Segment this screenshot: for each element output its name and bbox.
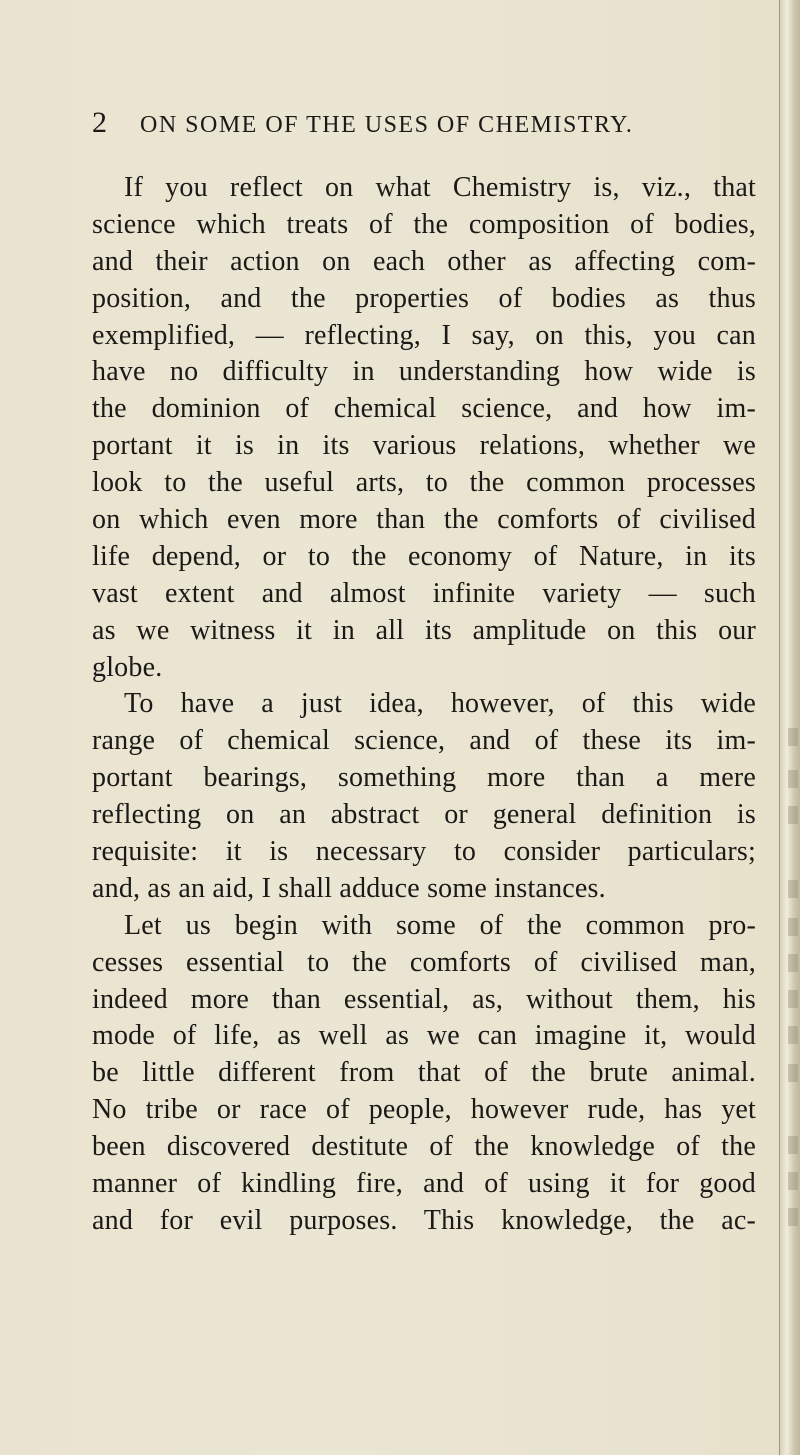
bleed-through-mark xyxy=(788,954,798,972)
bleed-through-mark xyxy=(788,1208,798,1226)
text-line: been discovered destitute of the knowledge of the xyxy=(92,1131,756,1163)
text-line: position, and the properties of bodies as thus xyxy=(92,282,756,314)
text-line: reflecting on an abstract or general definition is xyxy=(92,799,756,831)
text-line: To have a just idea, however, of this wide xyxy=(124,688,756,720)
page-edge xyxy=(779,0,800,1455)
text-line: and, as an aid, I shall adduce some instances. xyxy=(92,872,606,904)
text-line: mode of life, as well as we can imagine it, would xyxy=(92,1020,756,1052)
text-line: cesses essential to the comforts of civilised man, xyxy=(92,946,756,978)
running-head-title: ON SOME OF THE USES OF CHEMISTRY. xyxy=(140,112,634,138)
text-line: range of chemical science, and of these its im- xyxy=(92,725,756,757)
text-line: and their action on each other as affecting com- xyxy=(92,245,756,277)
bleed-through-mark xyxy=(788,880,798,898)
bleed-through-mark xyxy=(788,1172,798,1190)
text-line: be little different from that of the brute animal. xyxy=(92,1057,756,1089)
text-line: vast extent and almost infinite variety — such xyxy=(92,577,756,609)
text-line: and for evil purposes. This knowledge, the ac- xyxy=(92,1204,756,1236)
text-line: have no difficulty in understanding how wide is xyxy=(92,356,756,388)
bleed-through-mark xyxy=(788,918,798,936)
text-line: If you reflect on what Chemistry is, viz., that xyxy=(124,172,756,203)
text-line: science which treats of the composition of bodies, xyxy=(92,208,756,240)
text-line: life depend, or to the economy of Nature, in its xyxy=(92,540,756,572)
text-line: as we witness it in all its amplitude on this our xyxy=(92,614,756,646)
page-number: 2 xyxy=(92,106,107,139)
text-line: Let us begin with some of the common pro- xyxy=(124,909,756,941)
bleed-through-mark xyxy=(788,1026,798,1044)
text-line: portant it is in its various relations, whether we xyxy=(92,430,756,462)
bleed-through-mark xyxy=(788,806,798,824)
body-text xyxy=(92,170,756,1240)
bleed-through-mark xyxy=(788,1136,798,1154)
running-head xyxy=(92,106,712,146)
text-line: No tribe or race of people, however rude, has yet xyxy=(92,1094,756,1126)
bleed-through-mark xyxy=(788,990,798,1008)
text-line: look to the useful arts, to the common processes xyxy=(92,467,756,499)
text-line: requisite: it is necessary to consider particulars; xyxy=(92,836,756,868)
text-line: indeed more than essential, as, without them, his xyxy=(92,983,756,1015)
text-line: exemplified, — reflecting, I say, on this, you can xyxy=(92,319,756,351)
text-line: globe. xyxy=(92,651,163,683)
text-line: manner of kindling fire, and of using it for good xyxy=(92,1168,756,1200)
bleed-through-mark xyxy=(788,770,798,788)
bleed-through-mark xyxy=(788,1064,798,1082)
text-line: on which even more than the comforts of civilised xyxy=(92,504,756,536)
text-line: the dominion of chemical science, and how im- xyxy=(92,393,756,425)
bleed-through-mark xyxy=(788,728,798,746)
text-line: portant bearings, something more than a mere xyxy=(92,762,756,794)
